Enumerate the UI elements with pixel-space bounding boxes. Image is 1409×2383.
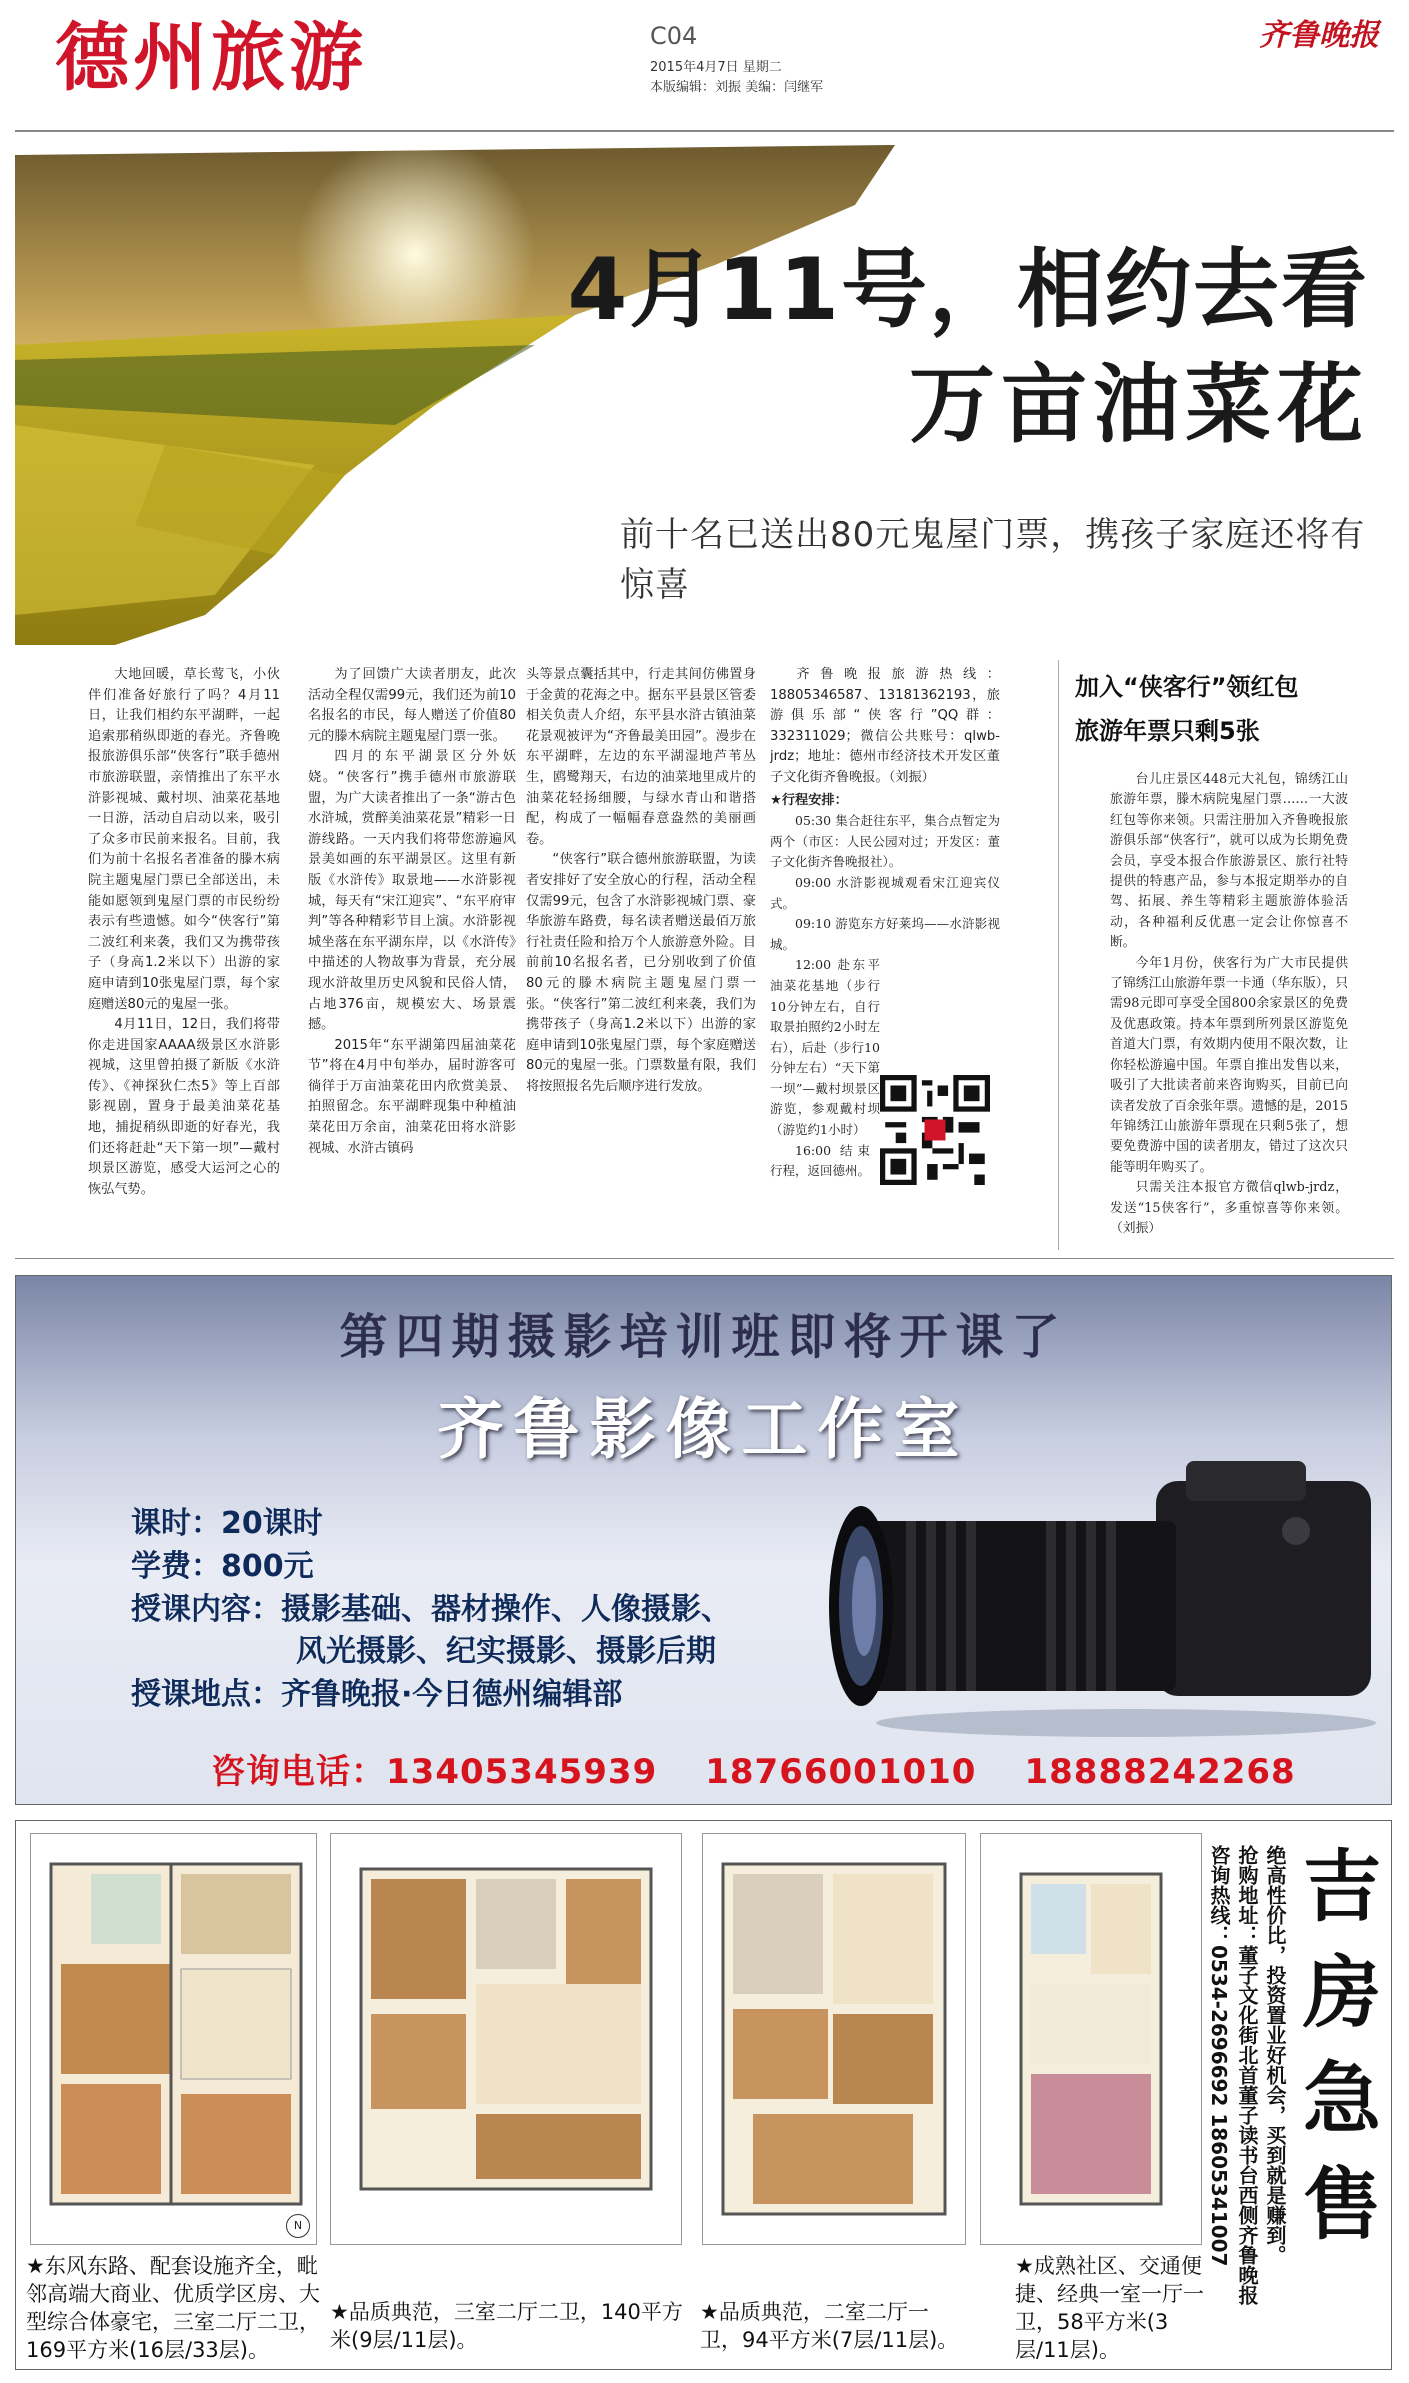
floor-plan-card — [30, 1833, 317, 2245]
studio-name: 齐鲁影像工作室 — [437, 1391, 970, 1468]
floor-plan-image — [981, 1834, 1201, 2244]
paragraph: “侠客行”联合德州旅游联盟，为读者安排好了安全放心的行程，活动全程仅需99元，包含了水浒影视城门票、豪华旅游车路费，每名读者赠送最佰万旅行社责任险和拾万个人旅游意外险。目前前10名报名者，已分别收到了价值80元的滕木病院主题鬼屋门票一张。“侠客行”第二波红利来袭，我们为携带孩子（身高1.2米以下）出游的家庭申请到10张鬼屋门票，每个家庭赠送80元的鬼屋一张。门票数量有限，我们将按照报名先后顺序进行发放。 — [526, 852, 756, 1094]
paragraph: 台儿庄景区448元大礼包，锦绣江山旅游年票，滕木病院鬼屋门票……一大波红包等你来领。只需注册加入齐鲁晚报旅游俱乐部“侠客行”，就可以成为长期免费会员，享受本报合作旅游景区、旅行社特提供的特惠产品，参与本报定期举办的自驾、拓展、养生等精彩主题旅游体验活动，各种福利反优惠一定会让你惊喜不断。 — [1110, 772, 1348, 951]
ad-title: 第四期摄影培训班即将开课了 — [339, 1309, 1068, 1365]
floor-plan-image — [331, 1834, 681, 2244]
paragraph: 只需关注本报官方微信qlwb-jrdz，发送“15侠客行”，多重惊喜等你来领。（刘振） — [1110, 1180, 1348, 1236]
floor-plan-image — [703, 1834, 965, 2244]
article-column-3 — [526, 665, 756, 1253]
headline-line-2: 万亩油菜花 — [909, 355, 1369, 455]
housing-ad-title: 吉房急售 — [1290, 1845, 1380, 2269]
listing-caption: ★品质典范，二室二厅一卫，94平方米(7层/11层)。 — [700, 2300, 959, 2352]
schedule-item: 09:10 游览东方好莱坞——水浒影视城。 — [770, 916, 1000, 952]
paragraph: 四月的东平湖景区分外妖娆。“侠客行”携手德州市旅游联盟，为广大读者推出了一条“游古色水浒城，赏醉美油菜花景”精彩一日游线路。一天内我们将带您游遍风景美如画的东平湖景区。这里有新版《水浒传》取景地——水浒影视城，每天有“宋江迎宾”、“东平府审判”等各种精彩节目上演。水浒影视城坐落在东平湖东岸，以《水浒传》中描述的人物故事为背景，充分展现水浒故里历史风貌和民俗人情，占地376亩，规模宏大、场景震撼。 — [308, 749, 516, 1033]
schedule-item: 12:00 赴东平油菜花基地（步行10分钟左右，自行取景拍照约2小时左右），后赴（步行10分钟左右）“天下第一坝”—戴村坝景区游览，参观戴村坝（游览约1小时） — [770, 957, 880, 1138]
schedule-item: 09:00 水浒影视城观看宋江迎宾仪式。 — [770, 874, 1000, 911]
phone-number: 13405345939 — [386, 1752, 658, 1792]
article-column-2 — [308, 665, 516, 1253]
column-divider — [1058, 660, 1059, 1250]
ad-phone-line — [211, 1744, 1296, 1793]
floor-plan-card — [702, 1833, 966, 2245]
date-line: 2015年4月7日 星期二 — [650, 60, 782, 75]
paragraph: 头等景点囊括其中，行走其间仿佛置身于金黄的花海之中。据东平县景区管委相关负责人介绍，东平县水浒古镇油菜花景观被评为“齐鲁最美田园”。漫步在东平湖畔，左边的东平湖湿地芦苇丛生，鸥鹭翔天，右边的油菜地里成片的油菜花轻扬细腰，与绿水青山和谐搭配，构成了一幅幅春意盎然的美丽画卷。 — [526, 667, 756, 847]
section-divider — [15, 1258, 1394, 1259]
top-divider — [15, 130, 1394, 132]
camera-icon — [826, 1451, 1381, 1741]
sidebar-title — [1075, 665, 1299, 753]
course-hours: 课时：20课时 — [131, 1506, 323, 1541]
purchase-address: 抢购地址：董子文化街北首董子读书台西侧齐鲁晚报 — [1235, 1845, 1259, 2305]
compass-icon: N — [286, 2214, 310, 2238]
schedule-item: 05:30 集合赶往东平，集合点暂定为两个（市区：人民公园对过；开发区：董子文化街齐鲁晚报社）。 — [770, 813, 1000, 870]
listing-caption: ★品质典范，三室二厅二卫，140平方米(9层/11层)。 — [330, 2300, 683, 2352]
floor-plan-image — [31, 1834, 316, 2244]
contact-info: 齐鲁晚报旅游热线：18805346587、13181362193，旅游俱乐部“侠客行”QQ群：332311029；微信公共账号：qlwb-jrdz；地址：德州市经济技术开发区董子文化街齐鲁晚报。（刘振） — [770, 667, 1000, 785]
paragraph: 为了回馈广大读者朋友，此次活动全程仅需99元，我们还为前10名报名的市民，每人赠送了价值80元的滕木病院主题鬼屋门票一张。 — [308, 667, 516, 744]
slogan: 绝高性价比，投资置业好机会，买到就是赚到。 — [1263, 1845, 1287, 2265]
paragraph: 4月11日，12日，我们将带你走进国家AAAA级景区水浒影视城，这里曾拍摄了新版《水浒传》、《神探狄仁杰5》等上百部影视剧，置身于最美油菜花基地，捕捉稍纵即逝的好春光，我们还将赶赴“天下第一坝”—戴村坝景区游览，感受大运河之心的恢弘气势。 — [88, 1017, 280, 1197]
phone-label: 咨询电话： — [211, 1752, 386, 1792]
course-content: 授课内容：摄影基础、器材操作、人像摄影、 — [131, 1592, 731, 1627]
page-code: C04 — [650, 22, 698, 50]
sidebar-title-line: 旅游年票只剩5张 — [1075, 717, 1260, 745]
floor-plan-card — [330, 1833, 682, 2245]
floor-plan-card — [980, 1833, 1202, 2245]
headline-line-1: 4月11号，相约去看 — [567, 240, 1369, 340]
paper-logo: 齐鲁晚报 — [1259, 18, 1379, 53]
sidebar-body — [1110, 770, 1348, 1250]
paragraph: 2015年“东平湖第四届油菜花节”将在4月中旬举办，届时游客可徜徉于万亩油菜花田内欣赏美景、拍照留念。东平湖畔现集中种植油菜花田万余亩，油菜花田将水浒影视城、水浒古镇码 — [308, 1037, 516, 1156]
schedule-item: 16:00 结束行程，返回德州。 — [770, 1142, 871, 1179]
paragraph: 今年1月份，侠客行为广大市民提供了锦绣江山旅游年票一卡通（华东版），只需98元即可享受全国800余家景区的免费及优惠政策。持本年票到所列景区游览免首道大门票，有效期内使用不限次数，让你轻松游遍中国。年票自推出发售以来，吸引了大批读者前来咨询购买，目前已向读者发放了百余张年票。遗憾的是，2015年锦绣江山旅游年票现在只剩5张了，想要免费游中国的读者朋友，错过了这次只能等明年购买了。 — [1110, 955, 1348, 1175]
course-fee: 学费：800元 — [131, 1549, 314, 1584]
section-title: 德州旅游 — [55, 15, 367, 101]
schedule-title: ★行程安排： — [770, 792, 848, 808]
subheadline: 前十名已送出80元鬼屋门票，携孩子家庭还将有惊喜 — [620, 515, 1366, 605]
hotline: 咨询热线：0534-2696692 18605341007 — [1207, 1845, 1231, 2267]
course-location: 授课地点：齐鲁晚报·今日德州编辑部 — [131, 1677, 623, 1712]
course-content-cont: 风光摄影、纪实摄影、摄影后期 — [296, 1634, 716, 1669]
paragraph: 大地回暖，草长莺飞，小伙伴们准备好旅行了吗？4月11日，让我们相约东平湖畔，一起追索那稍纵即逝的春光。齐鲁晚报旅游俱乐部“侠客行”联手德州市旅游联盟，亲情推出了东平水浒影视城、戴村坝、油菜花基地一日游，活动自启动以来，吸引了众多市民前来报名。目前，我们为前十名报名者准备的滕木病院主题鬼屋门票已全部送出，未能如愿领到鬼屋门票的市民纷纷表示有些遗憾。如今“侠客行”第二波红利来袭，我们又为携带孩子（身高1.2米以下）出游的家庭申请到10张鬼屋门票，每个家庭赠送80元的鬼屋一张。 — [88, 667, 280, 1012]
photography-class-ad — [15, 1275, 1392, 1805]
listing-caption: ★成熟社区、交通便捷、经典一室一厅一卫，58平方米(3层/11层)。 — [1015, 2254, 1204, 2362]
article-column-1 — [88, 665, 280, 1253]
sidebar-title-line: 加入“侠客行”领红包 — [1075, 673, 1299, 701]
phone-number: 18888242268 — [1024, 1752, 1296, 1792]
listing-caption: ★东风东路、配套设施齐全，毗邻高端大商业、优质学区房、大型综合体豪宅，三室二厅二卫，169平方米(16层/33层)。 — [26, 2254, 320, 2362]
housing-ad-details — [1205, 1845, 1289, 2315]
phone-number: 18766001010 — [705, 1752, 977, 1792]
qr-code-icon — [880, 1075, 990, 1185]
editor-line: 本版编辑：刘振 美编：闫继军 — [650, 80, 824, 95]
